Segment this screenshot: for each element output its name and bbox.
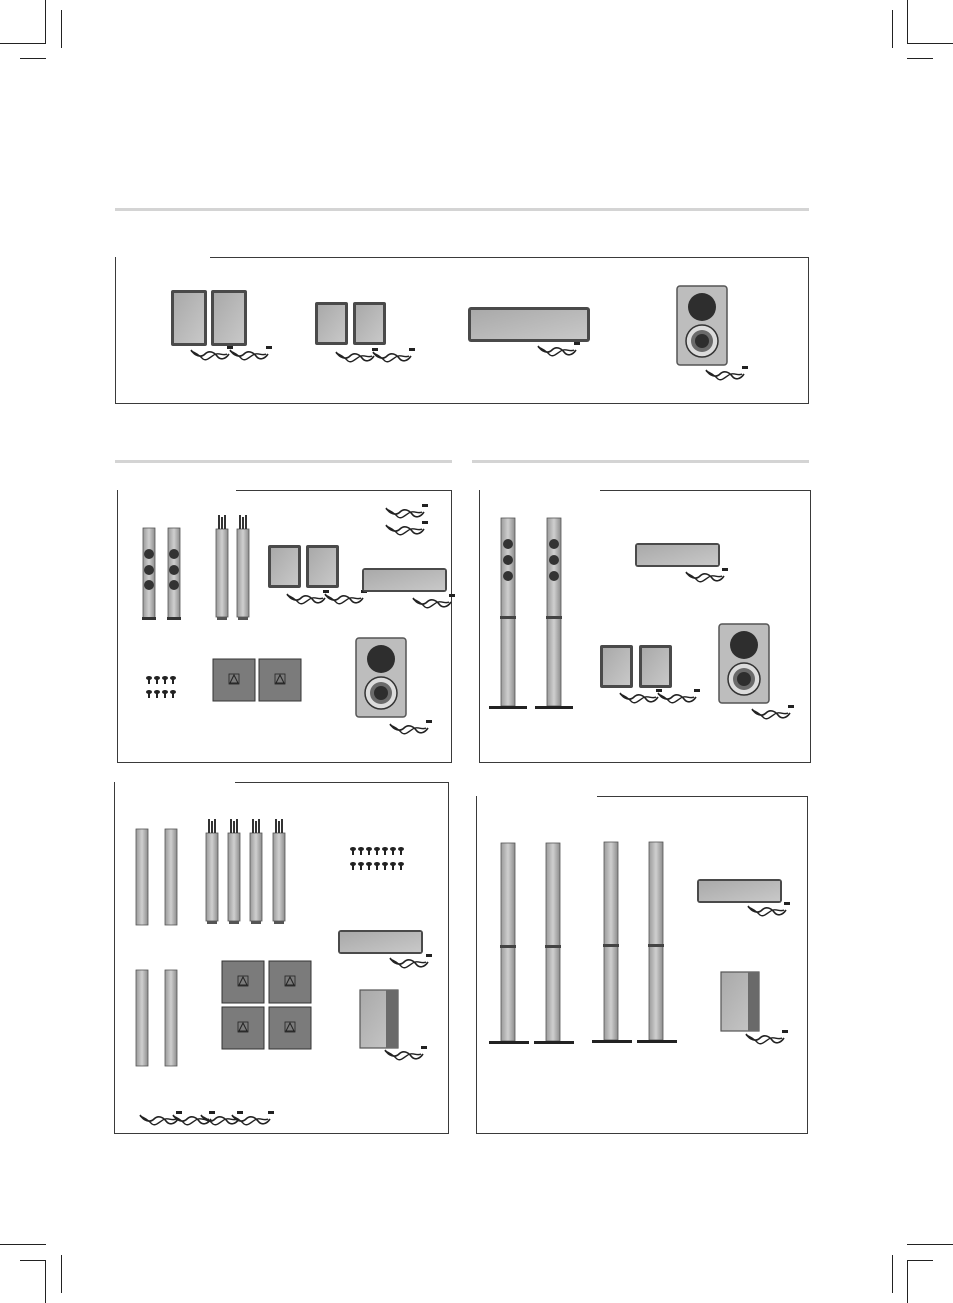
front-speakers	[171, 290, 272, 360]
subwoofer-ra	[719, 624, 794, 719]
assembled-towers-b	[489, 842, 677, 1044]
surround-speakers	[315, 302, 415, 362]
surround-speakers-ra	[600, 645, 700, 703]
center-speaker	[468, 307, 590, 356]
center-speaker-rb	[697, 879, 790, 916]
subwoofer-a	[356, 638, 432, 734]
subwoofer-b	[360, 990, 427, 1060]
cables-b	[140, 1111, 274, 1125]
stand-bases-b	[222, 961, 311, 1049]
screws-a	[146, 676, 176, 698]
assembled-towers-a	[489, 518, 573, 709]
subwoofer	[677, 286, 748, 380]
center-speaker-b	[338, 930, 432, 968]
tall-panels-b	[136, 829, 177, 1066]
center-speaker-ra	[635, 543, 728, 582]
screws-b	[350, 847, 404, 870]
stand-rods-b	[206, 819, 285, 924]
cables-a	[386, 504, 428, 535]
stand-bases-a	[213, 659, 301, 701]
subwoofer-rb	[721, 972, 788, 1044]
center-speaker-a	[362, 568, 455, 608]
surround-speakers-a	[268, 545, 367, 604]
stand-rods	[216, 515, 249, 620]
slim-tower-tops	[142, 528, 181, 620]
